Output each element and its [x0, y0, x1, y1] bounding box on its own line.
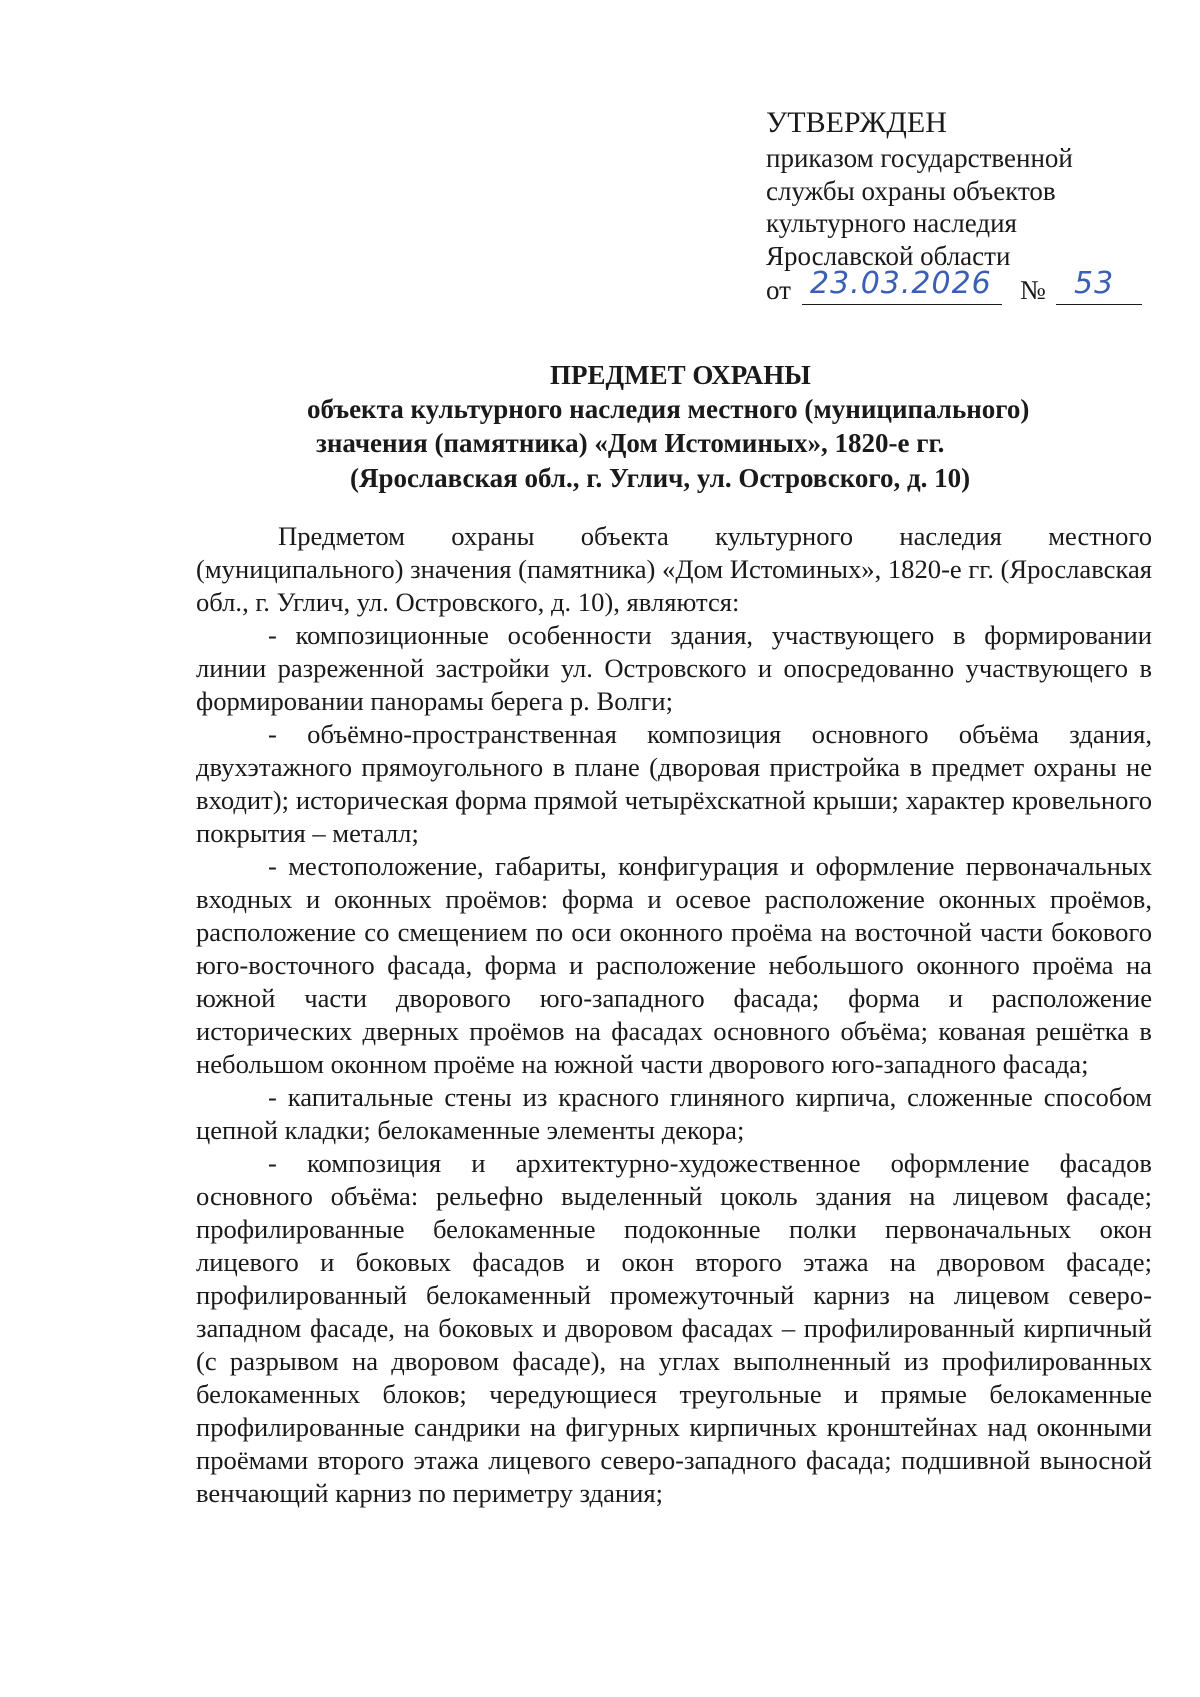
approval-line: Ярославской области [766, 240, 1011, 271]
list-item: - объёмно-пространственная композиция основного объёма здания, двухэтажного прямоугольного в плане (дворовая пристройка в предмет охраны не входит); историческая форма прямой четырёхскатной крыши; характер кровельного покрытия – металл; [196, 719, 1152, 848]
order-prefix: от [766, 275, 791, 305]
document-title: ПРЕДМЕТ ОХРАНЫ [550, 360, 811, 390]
approval-line: приказом государственной [766, 143, 1073, 173]
heading-line-3: (Ярославская обл., г. Углич, ул. Островского, д. 10) [350, 463, 971, 493]
list-item: - местоположение, габариты, конфигурация и оформление первоначальных входных и оконных проёмов: форма и осевое расположение оконных проёмов, расположение со смещением по оси оконного проёма на восточной части бокового юго-восточного фасада, форма и расположение небольшого оконного проёма на южной части дворового юго-западного фасада; форма и расположение исторических дверных проёмов на фасадах основного объёма; кованая решётка в небольшом оконном проёме на южной части дворового юго-западного фасада; [196, 851, 1152, 1079]
heading-line-2: значения (памятника) «Дом Истоминых», 1820-е гг. [316, 428, 945, 458]
order-number-handwritten: 53 [1074, 266, 1115, 301]
document-body [196, 520, 1152, 1510]
list-item: - композиция и архитектурно-художественное оформление фасадов основного объёма: рельефно выделенный цоколь здания на лицевом фасаде; профилированные белокаменные подоконные полки первоначальных окон лицевого и боковых фасадов и окон второго этажа на дворовом фасаде; профилированный белокаменный промежуточный карниз на лицевом северо-западном фасаде, на боковых и дворовом фасадах – профилированный кирпичный (с разрывом на дворовом фасаде), на углах выполненный из профилированных белокаменных блоков; чередующиеся треугольные и прямые белокаменные профилированные сандрики на фигурных кирпичных кронштейнах над оконными проёмами второго этажа лицевого северо-западного фасада; подшивной выносной венчающий карниз по периметру здания; [196, 1148, 1152, 1508]
heading-line-1: объекта культурного наследия местного (муниципального) [307, 394, 1030, 424]
order-line [766, 266, 1156, 308]
order-number-label: № [1020, 275, 1046, 305]
intro-paragraph: Предметом охраны объекта культурного наследия местного (муниципального) значения (памятника) «Дом Истоминых», 1820-е гг. (Ярославская обл., г. Углич, ул. Островского, д. 10), являются: [196, 521, 1152, 617]
order-date-field [802, 268, 1002, 305]
approval-line: культурного наследия [766, 208, 1017, 238]
approval-line: службы охраны объектов [766, 175, 1056, 206]
list-item: - капитальные стены из красного глиняного кирпича, сложенные способом цепной кладки; белокаменные элементы декора; [196, 1082, 1152, 1145]
order-date-handwritten: 23.03.2026 [810, 266, 992, 301]
order-number-field [1056, 268, 1142, 305]
list-item: - композиционные особенности здания, участвующего в формировании линии разреженной застройки ул. Островского и опосредованно участвующего в формировании панорамы берега р. Волги; [196, 620, 1152, 716]
approval-block [766, 104, 1156, 308]
approval-title: УТВЕРЖДЕН [766, 106, 947, 139]
